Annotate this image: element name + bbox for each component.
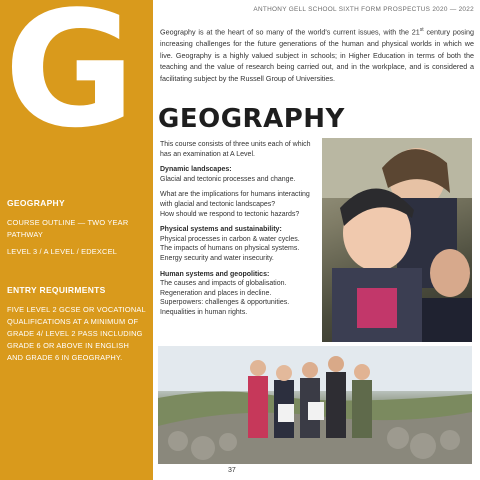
physical-systems-section xyxy=(160,225,316,263)
course-outline: COURSE OUTLINE — TWO YEAR PATHWAY xyxy=(7,218,129,239)
dynamic-landscapes-section xyxy=(160,165,316,184)
course-overview: This course consists of three units each of which has an examination at A Level. xyxy=(160,141,311,158)
dynamic-landscapes-heading: Dynamic landscapes: xyxy=(160,166,232,174)
course-heading: GEOGRAPHY xyxy=(7,198,65,208)
human-line: Inequalities in human rights. xyxy=(160,308,248,316)
course-info xyxy=(7,198,147,263)
questions-section xyxy=(160,190,316,219)
students-selfie-photo xyxy=(322,138,472,342)
entry-text: FIVE LEVEL 2 GCSE OR VOCATIONAL QUALIFICATIONS AT A MINIMUM OF GRADE 4/ LEVEL 2 PASS INCLUDING GRADE 6 OR ABOVE IN ENGLISH AND GRADE 6 IN GEOGRAPHY. xyxy=(7,305,146,362)
intro-paragraph xyxy=(160,25,474,84)
physical-line: The impacts of humans on physical systems. xyxy=(160,245,300,253)
page-number: 37 xyxy=(228,467,236,474)
human-systems-heading: Human systems and geopolitics: xyxy=(160,270,270,278)
dynamic-landscapes-text: Glacial and tectonic processes and change. xyxy=(160,175,296,183)
human-line: Regeneration and places in decline. xyxy=(160,289,272,297)
human-line: The causes and impacts of globalisation. xyxy=(160,280,287,288)
course-content xyxy=(160,140,316,324)
intro-text-start: Geography is at the heart of so many of the world's current issues, with the 21 xyxy=(160,27,420,37)
entry-heading: ENTRY REQUIRMENTS xyxy=(7,285,106,295)
intro-text-end: century posing increasing challenges for the future generations of the human and physical worlds in which we live. Geography is a highly valued subject in schools; in Higher Education in terms of both the teaching and the value of research being carried out, and in the workplace, and is considered a facilitating subject by the Russell Group of Universities. xyxy=(160,27,475,83)
decorative-initial-letter: G xyxy=(4,0,132,163)
course-level: LEVEL 3 / A LEVEL / EDEXCEL xyxy=(7,247,118,256)
field-trip-illustration xyxy=(158,346,472,464)
selfie-illustration xyxy=(322,138,472,342)
question-humans: What are the implications for humans interacting with glacial and tectonic landscapes? xyxy=(160,191,310,208)
physical-line: Energy security and water insecurity. xyxy=(160,254,274,262)
human-line: Superpowers: challenges & opportunities. xyxy=(160,299,290,307)
question-hazards: How should we respond to tectonic hazards? xyxy=(160,210,300,218)
human-systems-section xyxy=(160,270,316,318)
physical-line: Physical processes in carbon & water cycles. xyxy=(160,235,300,243)
intro-superscript: st xyxy=(419,27,424,33)
prospectus-header: ANTHONY GELL SCHOOL SIXTH FORM PROSPECTUS 2020 — 2022 xyxy=(253,6,474,13)
group-field-trip-photo xyxy=(158,346,472,464)
page-title: GEOGRAPHY xyxy=(158,104,345,134)
entry-requirements xyxy=(7,285,147,364)
physical-systems-heading: Physical systems and sustainability: xyxy=(160,226,282,234)
sidebar xyxy=(0,0,153,480)
